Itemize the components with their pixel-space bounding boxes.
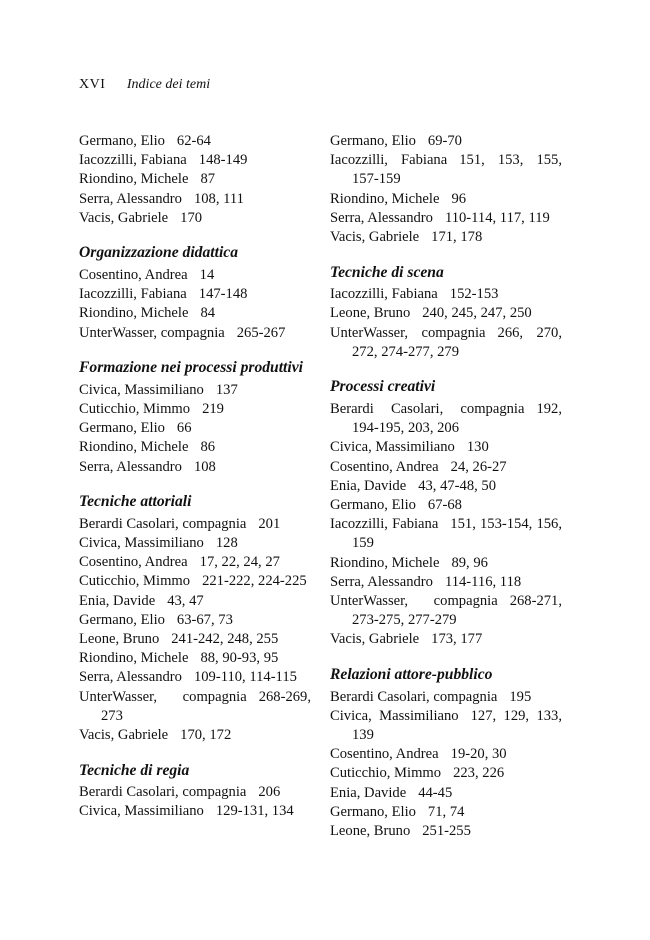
entry-pages: 170 <box>180 209 203 226</box>
entry-name: Cosentino, Andrea <box>330 746 439 763</box>
section-heading-processi-creativi: Processi creativi <box>330 378 436 396</box>
index-entry <box>79 515 311 534</box>
entry-name: Germano, Elio <box>79 133 165 149</box>
entry-pages: 14 <box>199 267 215 283</box>
index-entry <box>330 554 562 573</box>
running-header <box>79 77 210 93</box>
index-entry <box>79 285 311 304</box>
index-entry <box>79 209 311 228</box>
index-entry <box>79 726 311 745</box>
entry-name: Vacis, Gabriele <box>79 727 169 744</box>
entry-name: Cosentino, Andrea <box>79 554 188 571</box>
entry-name: Civica, Massimiliano <box>79 803 204 820</box>
entry-name: Civica, Massimiliano <box>330 439 455 456</box>
entry-name: Cosentino, Andrea <box>330 458 439 475</box>
entry-pages: 151, 153, 155, 157-159 <box>352 152 562 188</box>
entry-pages: 87 <box>200 171 216 188</box>
entry-name: Riondino, Michele <box>79 171 189 188</box>
entry-pages: 130 <box>466 439 489 456</box>
entry-pages: 108, 111 <box>193 190 244 207</box>
entry-name: Germano, Elio <box>330 497 416 514</box>
entry-pages: 147-148 <box>198 286 248 303</box>
entry-pages: 221-222, 224-225 <box>202 573 307 590</box>
index-entry <box>79 170 311 189</box>
index-entry <box>330 496 562 515</box>
entry-name: Cosentino, Andrea <box>79 267 188 283</box>
entry-pages: 137 <box>215 381 238 398</box>
index-entry <box>330 400 562 438</box>
entry-name: Iacozzilli, Fabiana <box>330 152 448 169</box>
index-entry <box>330 324 562 362</box>
entry-pages: 241-242, 248, 255 <box>171 631 279 648</box>
index-entry <box>330 304 562 323</box>
entry-name: Germano, Elio <box>330 133 416 149</box>
index-entry <box>330 209 562 228</box>
section-heading-formazione-nei-processi-produttivi: Formazione nei processi produttivi <box>79 359 303 377</box>
entry-pages: 240, 245, 247, 250 <box>422 305 532 322</box>
entry-name: Berardi Casolari, compagnia <box>79 515 247 532</box>
entry-pages: 69-70 <box>427 133 462 149</box>
entry-pages: 62-64 <box>176 133 211 149</box>
index-entry <box>79 419 311 438</box>
entry-name: Vacis, Gabriele <box>330 229 420 246</box>
entry-name: Riondino, Michele <box>330 190 440 207</box>
index-entry <box>79 649 311 668</box>
entry-name: Berardi Casolari, compagnia <box>79 784 247 801</box>
index-entry <box>79 132 311 151</box>
entry-name: Leone, Bruno <box>330 305 411 322</box>
index-column-left <box>79 132 311 822</box>
entry-pages: 192, 194-195, 203, 206 <box>352 401 562 437</box>
index-entry <box>330 688 562 707</box>
entry-name: Cuticchio, Mimmo <box>330 765 442 782</box>
index-entry <box>79 630 311 649</box>
entry-name: Civica, Massimiliano <box>79 381 204 398</box>
entry-pages: 148-149 <box>198 152 248 169</box>
entry-name: UnterWasser, compagnia <box>330 593 498 610</box>
entry-pages: 114-116, 118 <box>444 573 522 590</box>
entry-name: Riondino, Michele <box>330 554 440 571</box>
section-heading-tecniche-di-scena: Tecniche di scena <box>330 263 444 281</box>
entry-pages: 88, 90-93, 95 <box>200 650 279 667</box>
entry-pages: 44-45 <box>418 784 453 801</box>
index-entry <box>79 668 311 687</box>
section-heading-relazioni-attore-pubblico: Relazioni attore-pubblico <box>330 666 493 684</box>
index-entry <box>330 132 562 151</box>
entry-name: Riondino, Michele <box>79 439 189 456</box>
index-entry <box>330 592 562 630</box>
index-entry <box>79 324 311 343</box>
entry-name: Iacozzilli, Fabiana <box>330 286 438 303</box>
entry-pages: 43, 47-48, 50 <box>418 477 497 494</box>
entry-name: Civica, Massimiliano <box>79 535 204 551</box>
entry-pages: 173, 177 <box>431 631 483 648</box>
entry-pages: 63-67, 73 <box>176 611 233 628</box>
index-entry <box>330 745 562 764</box>
entry-pages: 171, 178 <box>431 229 483 246</box>
entry-name: Germano, Elio <box>79 420 165 437</box>
index-entry <box>79 190 311 209</box>
entry-pages: 206 <box>258 784 281 801</box>
index-entry <box>79 592 311 611</box>
entry-name: Serra, Alessandro <box>79 669 182 686</box>
entry-pages: 223, 226 <box>453 765 505 782</box>
entry-pages: 170, 172 <box>180 727 232 744</box>
index-entry <box>79 400 311 419</box>
entry-name: Enia, Davide <box>330 784 407 801</box>
entry-pages: 265-267 <box>236 324 286 341</box>
index-entry <box>330 630 562 649</box>
section-heading-tecniche-di-regia: Tecniche di regia <box>79 761 190 779</box>
index-entry <box>79 304 311 323</box>
entry-pages: 67-68 <box>427 497 462 514</box>
entry-name: Berardi Casolari, compagnia <box>330 401 525 417</box>
index-entry <box>79 783 311 802</box>
entry-name: Serra, Alessandro <box>79 458 182 475</box>
entry-pages: 201 <box>258 515 281 532</box>
index-entry <box>330 764 562 783</box>
entry-name: Serra, Alessandro <box>330 209 433 226</box>
page-number: XVI <box>79 77 106 92</box>
index-entry <box>79 802 311 821</box>
entry-name: Leone, Bruno <box>330 823 411 840</box>
entry-pages: 268-269, 273 <box>101 688 311 724</box>
index-entry <box>79 688 311 726</box>
section-heading-organizzazione-didattica: Organizzazione didattica <box>79 244 238 262</box>
entry-name: Iacozzilli, Fabiana <box>79 152 187 169</box>
entry-pages: 19-20, 30 <box>450 746 507 763</box>
entry-name: Vacis, Gabriele <box>330 631 420 648</box>
entry-name: Cuticchio, Mimmo <box>79 401 191 417</box>
entry-name: Vacis, Gabriele <box>79 209 169 226</box>
entry-name: Germano, Elio <box>330 803 416 820</box>
index-entry <box>330 477 562 496</box>
entry-pages: 17, 22, 24, 27 <box>199 554 280 571</box>
entry-pages: 152-153 <box>449 286 499 303</box>
index-entry <box>330 707 562 745</box>
index-entry <box>79 611 311 630</box>
index-entry <box>79 266 311 285</box>
entry-name: UnterWasser, compagnia <box>79 324 225 341</box>
index-entry <box>79 534 311 553</box>
entry-name: UnterWasser, compagnia <box>330 324 486 341</box>
entry-name: Civica, Massimiliano <box>330 707 459 724</box>
entry-pages: 268-271, 273-275, 277-279 <box>352 593 562 629</box>
index-entry <box>330 151 562 189</box>
index-entry <box>79 553 311 572</box>
entry-pages: 43, 47 <box>167 592 204 609</box>
entry-pages: 71, 74 <box>427 803 465 820</box>
index-entry <box>330 573 562 592</box>
entry-name: Riondino, Michele <box>79 650 189 667</box>
entry-pages: 128 <box>215 535 238 551</box>
entry-pages: 129-131, 134 <box>215 803 294 820</box>
index-entry <box>330 190 562 209</box>
running-title: Indice dei temi <box>126 77 211 92</box>
index-entry <box>330 803 562 822</box>
entry-name: Iacozzilli, Fabiana <box>330 516 439 533</box>
index-entry <box>79 438 311 457</box>
index-entry <box>330 822 562 841</box>
index-column-right <box>330 132 562 841</box>
section-heading-tecniche-attoriali: Tecniche attoriali <box>79 493 192 511</box>
entry-name: Iacozzilli, Fabiana <box>79 286 187 303</box>
index-entry <box>330 784 562 803</box>
entry-pages: 109-110, 114-115 <box>193 669 297 686</box>
entry-pages: 151, 153-154, 156, 159 <box>352 516 562 552</box>
entry-pages: 219 <box>202 401 224 417</box>
entry-pages: 110-114, 117, 119 <box>444 209 550 226</box>
index-entry <box>330 228 562 247</box>
entry-pages: 127, 129, 133, 139 <box>352 707 562 744</box>
entry-name: Germano, Elio <box>79 611 165 628</box>
entry-pages: 266, 270, 272, 274-277, 279 <box>352 324 562 360</box>
entry-pages: 24, 26-27 <box>450 458 507 475</box>
entry-pages: 86 <box>200 439 216 456</box>
entry-name: Cuticchio, Mimmo <box>79 573 191 590</box>
entry-name: UnterWasser, compagnia <box>79 688 247 705</box>
index-entry <box>79 572 311 591</box>
entry-pages: 195 <box>509 688 532 705</box>
entry-pages: 108 <box>193 458 216 475</box>
index-entry <box>79 151 311 170</box>
entry-pages: 89, 96 <box>451 554 488 571</box>
entry-name: Enia, Davide <box>330 477 407 494</box>
entry-pages: 96 <box>451 190 467 207</box>
index-entry <box>330 285 562 304</box>
entry-pages: 251-255 <box>422 823 471 840</box>
index-entry <box>330 438 562 457</box>
index-entry <box>79 458 311 477</box>
entry-name: Riondino, Michele <box>79 305 189 322</box>
entry-name: Serra, Alessandro <box>79 190 182 207</box>
entry-name: Berardi Casolari, compagnia <box>330 688 498 705</box>
index-entry <box>330 458 562 477</box>
entry-name: Enia, Davide <box>79 592 156 609</box>
entry-name: Leone, Bruno <box>79 631 160 648</box>
entry-name: Serra, Alessandro <box>330 573 433 590</box>
index-entry <box>330 515 562 553</box>
entry-pages: 66 <box>176 420 192 437</box>
entry-pages: 84 <box>200 305 216 322</box>
index-entry <box>79 381 311 400</box>
